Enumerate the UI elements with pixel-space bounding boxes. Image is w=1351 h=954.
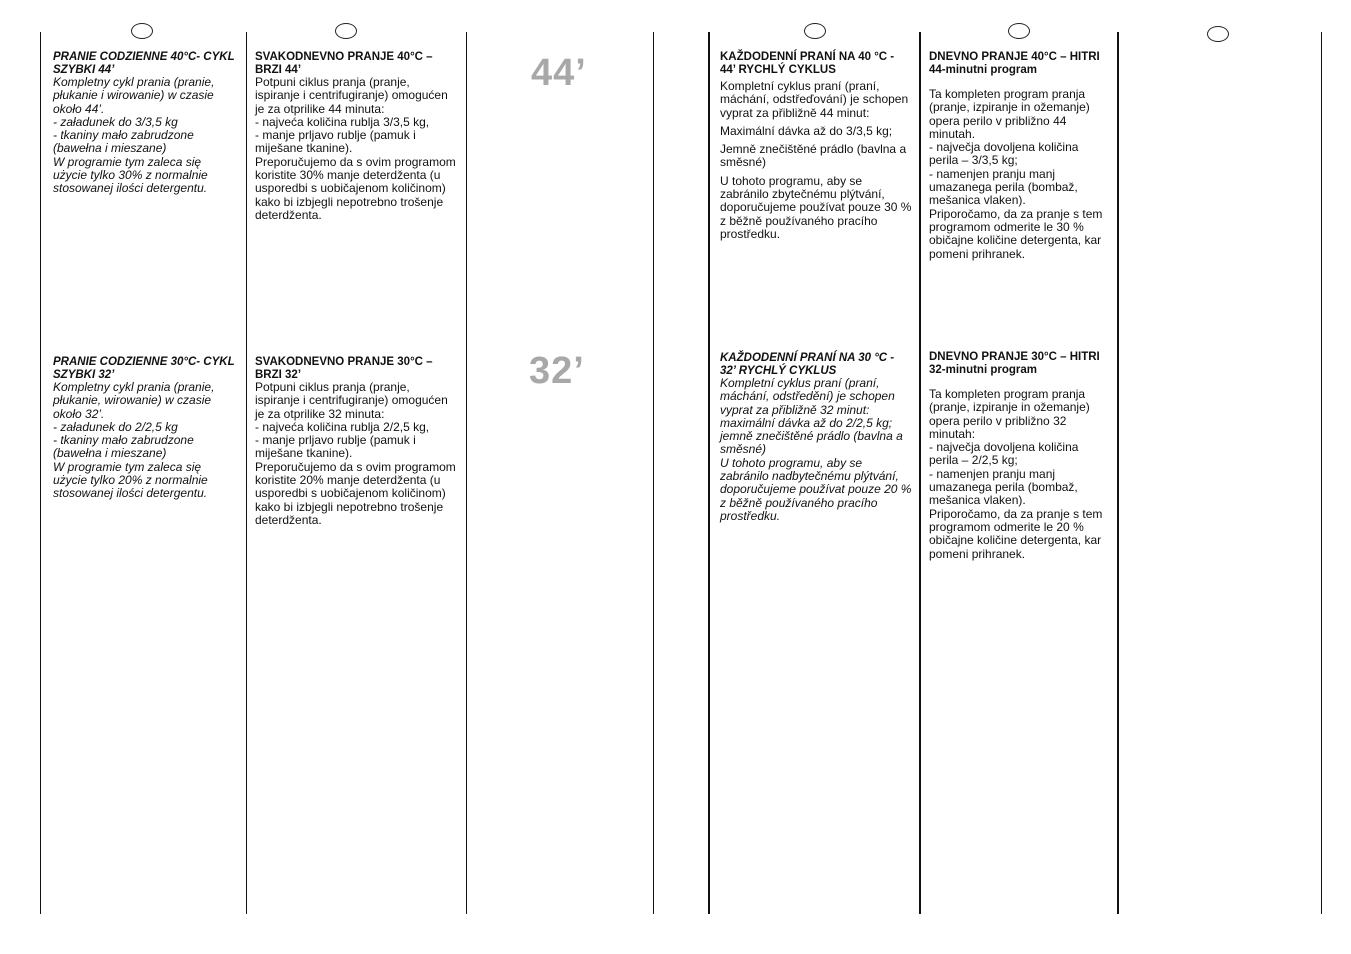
- program-description: Kompletny cykl prania (pranie, płukanie i wirowanie) w czasie około 44’. - załadunek do 3/3,5 kg - tkaniny mało zabrudzone (bawełna i mieszane) W programie tym zaleca się użycie tylko 30% z normalnie stosowanej ilości detergentu.: [53, 75, 215, 196]
- program-description: Ta kompleten program pranja (pranje, izpiranje in ožemanje) opera perilo v približno 44 minutah. - največja dovoljena količina perila – 3/3,5 kg; - namenjen pranju manj umazanega perila (bombaž, mešanica vlaken). Priporočamo, da za pranje s tem programom odmerite le 30 % običajne količine detergenta, kar pomeni prihranek.: [929, 87, 1103, 261]
- polish-program-32: [53, 356, 235, 501]
- program-description: Potpuni ciklus pranja (pranje, ispiranje i centrifugiranje) omogućen je za otprilike 32 minuta: - najveća količina rublja 2/2,5 kg, - manje prljavo rublje (pamuk i miješane tkanine). Preporučujemo da s ovim programom koristite 20% manje deterdženta (u usporedbi s uobičajenom količinom) kako bi izbjegli nepotrebno trošenje deterdženta.: [255, 380, 456, 527]
- program-description: Potpuni ciklus pranja (pranje, ispiranje i centrifugiranje) omogućen je za otprilike 44 minuta: - najveća količina rublja 3/3,5 kg, - manje prljavo rublje (pamuk i miješane tkanine). Preporučujemo da s ovim programom koristite 30% manje deterdženta (u usporedbi s uobičajenom količinom) kako bi izbjegli nepotrebno trošenje deterdženta.: [255, 75, 456, 222]
- program-title: KAŽDODENNÍ PRANÍ NA 30 °C - 32’ RYCHLÝ CYKLUS: [720, 352, 895, 377]
- slovenian-program-44: [929, 51, 1111, 261]
- croatian-program-44: [255, 51, 457, 222]
- program-time-44-label: 44’: [531, 52, 587, 94]
- program-description: Ta kompleten program pranja (pranje, izpiranje in ožemanje) opera perilo v približno 32 minutah: - največja dovoljena količina perila – 2/2,5 kg; - namenjen pranju manj umazanega perila (bombaž, mešanica vlaken). Priporočamo, da za pranje s tem programom odmerite le 20 % običajne količine detergenta, kar pomeni prihranek.: [929, 387, 1103, 561]
- czech-program-44: [720, 51, 912, 246]
- program-title: DNEVNO PRANJE 30°C – HITRI 32-minutni program: [929, 351, 1100, 376]
- polish-program-44: [53, 51, 235, 196]
- program-title: SVAKODNEVNO PRANJE 30°C – BRZI 32’: [255, 356, 433, 381]
- column-divider: [246, 32, 247, 914]
- program-title: PRANIE CODZIENNE 30°C- CYKL SZYBKI 32’: [53, 356, 235, 381]
- program-paragraph: Kompletní cyklus praní (praní, máchání, odstřeďování) je schopen vyprat za přibližně 44 minut:: [720, 79, 909, 120]
- program-description: Kompletny cykl prania (pranie, płukanie, wirowanie) w czasie około 32’. - załadunek do 2/2,5 kg - tkaniny mało zabrudzone (bawełna i mieszane) W programie tym zaleca się użycie tylko 20% z normalnie stosowanej ilości detergentu.: [53, 380, 215, 501]
- program-title: DNEVNO PRANJE 40°C – HITRI 44-minutni program: [929, 51, 1100, 76]
- program-paragraph: Maximální dávka až do 3/3,5 kg;: [720, 123, 893, 138]
- program-title: PRANIE CODZIENNE 40°C- CYKL SZYBKI 44’: [53, 51, 235, 76]
- column-divider: [919, 32, 921, 914]
- program-title: KAŽDODENNÍ PRANÍ NA 40 °C - 44’ RYCHLÝ CYKLUS: [720, 51, 895, 76]
- column-divider: [40, 32, 41, 914]
- croatian-program-32: [255, 356, 457, 527]
- language-marker-circle: [1207, 26, 1229, 42]
- language-marker-circle: [804, 23, 826, 39]
- program-time-32-label: 32’: [529, 350, 585, 392]
- program-paragraph: Jemně znečištěné prádlo (bavlna a směsné): [720, 142, 907, 170]
- program-title: SVAKODNEVNO PRANJE 40°C – BRZI 44’: [255, 51, 433, 76]
- column-divider: [708, 32, 710, 914]
- program-paragraph: U tohoto programu, aby se zabránilo zbytečnému plýtvání, doporučujeme používat pouze 30 % z běžně používaného pracího prostředku.: [720, 173, 912, 241]
- czech-program-32: [720, 352, 912, 523]
- column-divider: [653, 32, 654, 914]
- column-divider: [466, 32, 467, 914]
- column-divider: [1117, 32, 1119, 914]
- language-marker-circle: [1008, 23, 1030, 39]
- column-divider: [1321, 32, 1322, 914]
- language-marker-circle: [131, 23, 153, 39]
- slovenian-program-32: [929, 351, 1111, 561]
- program-description: Kompletní cyklus praní (praní, máchání, odstředění) je schopen vyprat za přibližně 32 minut: maximální dávka až do 2/2,5 kg; jemně znečištěné prádlo (bavlna a směsné) U tohoto programu, aby se zabránilo nadbytečnému plýtvání, doporučujeme používat pouze 20 % z běžně používaného pracího prostředku.: [720, 376, 912, 523]
- language-marker-circle: [335, 23, 357, 39]
